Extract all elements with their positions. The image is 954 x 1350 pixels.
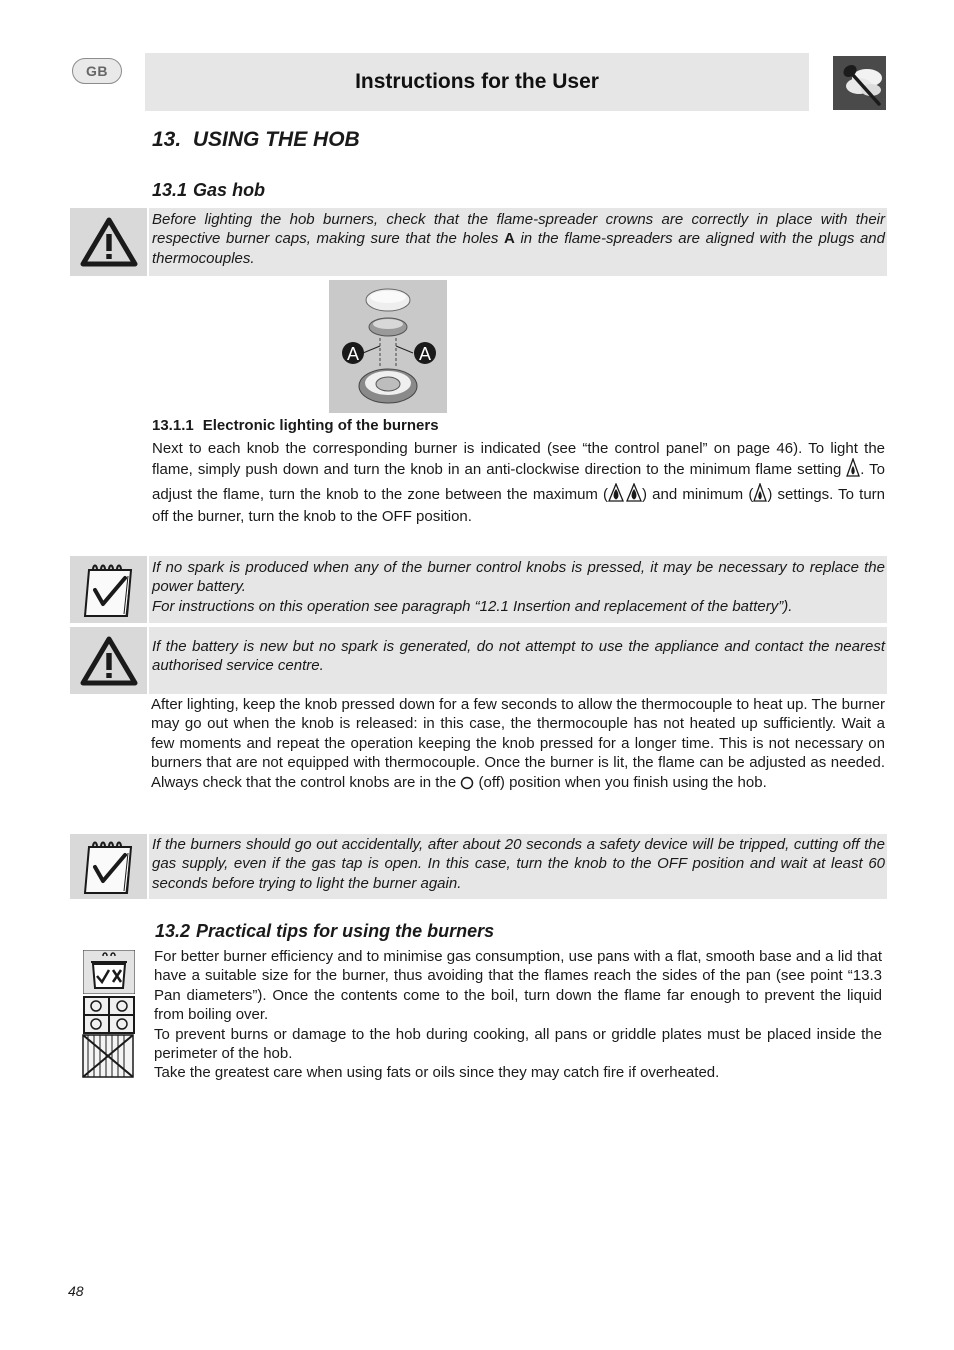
warning-triangle-icon [70,627,147,694]
tip-paragraph: Take the greatest care when using fats or oils since they may catch fire if overheated. [154,1064,720,1082]
page-number: 48 [68,1283,84,1299]
note-pad-check-icon [70,556,147,623]
burner-diagram-icon [329,280,447,413]
holes-label-a: A [503,230,515,248]
electronic-lighting-paragraph: Next to each knob the corresponding burner is indicated (see “the control panel” on page 46). To light the flame, simply push down and turn the knob in an anti-clockwise direction to the minimum flame setting . To adjust the flame, turn the knob to the zone between the maximum ( ) and minimum ( ) settings. To turn off the burner, turn the knob to the OFF position. [152,440,886,526]
after-lighting-paragraph: After lighting, keep the knob pressed down for a few seconds to allow the thermocouple to heat up. The burner may go out when the knob is released: in this case, the thermocouple has not heated up sufficiently. Wait a few moments and repeat the operation keeping the knob pressed for a longer time. This is not necessary on burners that are not equipped with thermocouple. Once the burner is lit, the flame can be adjusted as needed. Always check that the control knobs are in the (off) position when you finish using the hob. [151,695,885,795]
small-flame-icon [753,483,767,507]
crossed-pan-icon [80,1034,136,1078]
gas-hob-warning: Before lighting the hob burners, check that the flame-spreader crowns are correctly in place with their respective burner caps, making sure that the holes A in the flame-spreaders are aligned with the plugs and thermocouples. [149,208,887,276]
subsection-title-practical-tips: 13.2 Practical tips for using the burners [155,921,495,941]
page-header-title: Instructions for the User [355,70,599,93]
figure-label-a-left: A [346,344,360,364]
chef-spoon-logo-icon [833,56,886,110]
warning-triangle-icon [70,208,147,276]
pan-lid-check-icon [83,950,135,994]
hob-grid-icon [83,996,135,1034]
language-badge: GB [72,58,122,84]
battery-note: If no spark is produced when any of the burner control knobs is pressed, it may be necessary to replace the power battery. For instructions on this operation see paragraph “12.1 Insertion and replacement of the battery”). [149,556,887,623]
off-circle-icon [460,775,474,795]
section-title: 13. USING THE HOB [152,128,360,151]
battery-warning: If the battery is new but no spark is generated, do not attempt to use the appliance and contact the nearest authorised service centre. [149,627,887,694]
tip-paragraph: For better burner efficiency and to minimise gas consumption, use pans with a flat, smooth base and a lid that have a suitable size for the burner, thus avoiding that the flames reach the sides of the pan (see point “13.3 Pan diameters”). Once the contents come to the boil, turn down the flame far enough to prevent the liquid from boiling over. [154,948,882,1024]
tip-paragraph: To prevent burns or damage to the hob during cooking, all pans or griddle plates must be placed inside the perimeter of the hob. [154,1025,882,1063]
large-flame-icon [608,483,642,507]
note-pad-check-icon [70,834,147,899]
header-bar [145,53,809,111]
small-flame-icon [846,458,860,482]
subsubsection-title-electronic-lighting: 13.1.1 Electronic lighting of the burners [152,417,439,434]
practical-tips-text [154,947,882,1083]
safety-device-note: If the burners should go out accidentally, after about 20 seconds a safety device will be tripped, cutting off the gas supply, even if the gas tap is open. In this case, turn the knob to the OFF position and wait at least 60 seconds before trying to light the burner again. [149,834,887,899]
figure-label-a-right: A [418,344,432,364]
subsection-title-gas-hob: 13.1 Gas hob [152,180,266,200]
